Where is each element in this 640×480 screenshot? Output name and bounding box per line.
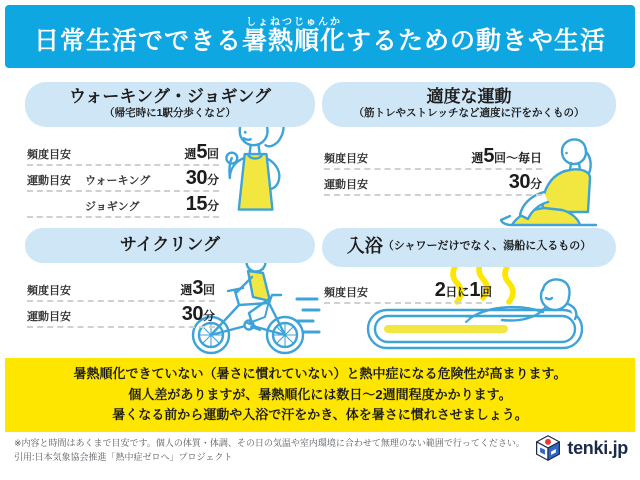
row-value: 30分 <box>185 167 219 189</box>
card-exercise-header <box>322 82 616 127</box>
row-label: 頻度目安 <box>27 285 71 297</box>
row-value: 週5回～毎日 <box>471 145 542 167</box>
table-row <box>324 278 492 304</box>
row-label: 運動目安 <box>324 179 368 191</box>
disclaimer-text: ※内容と時間はあくまで目安です。個人の体質・体調、その日の気温や室内環境に合わせて無理のない範囲で行ってください。 <box>14 438 525 448</box>
page-header <box>5 5 635 68</box>
warning-banner <box>5 358 635 432</box>
row-label: 頻度目安 <box>27 149 71 161</box>
row-value: 週5回 <box>184 141 219 163</box>
card-cycling-header <box>25 228 315 263</box>
table-row <box>27 140 219 166</box>
exercise-guide-table <box>324 144 542 196</box>
cycling-guide-table <box>27 276 215 328</box>
title-ruby <box>241 16 346 55</box>
card-title: 入浴 <box>346 236 383 256</box>
row-label: 運動目安 <box>27 311 71 323</box>
title-ruby-base: 暑熱順化 <box>241 26 346 55</box>
row-label: 頻度目安 <box>324 153 368 165</box>
tenki-jp-logo-text: tenki.jp <box>567 437 628 458</box>
footnotes <box>14 436 525 465</box>
card-subtitle: （シャワーだけでなく、湯船に入るもの） <box>382 239 592 252</box>
card-bathing <box>322 228 616 358</box>
bathing-person-illustration <box>362 258 614 358</box>
card-subtitle: （筋トレやストレッチなど適度に汗をかくもの） <box>353 107 585 120</box>
warning-line-1: 暑熱順化できていない（暑さに慣れていない）と熱中症になる危険性が高まります。 <box>73 365 567 381</box>
bathing-guide-table <box>324 278 492 304</box>
card-title: サイクリング <box>119 235 221 254</box>
card-bathing-header <box>322 228 616 267</box>
citation-text: 引用:日本気象協会推進「熱中症ゼロへ」プロジェクト <box>14 452 233 463</box>
tenki-jp-cube-icon <box>534 434 562 462</box>
row-label: 頻度目安 <box>324 287 368 299</box>
card-moderate-exercise <box>322 82 616 224</box>
tenki-jp-logo <box>534 434 628 462</box>
card-title: ウォーキング・ジョギング <box>69 87 271 106</box>
card-walking-jogging <box>25 82 315 224</box>
row-value: 週3回 <box>180 277 215 299</box>
row-value: 30分 <box>508 171 542 193</box>
title-suffix: するための動きや生活 <box>346 26 607 55</box>
row-sublabel: ジョギング <box>85 201 140 213</box>
card-walking-header <box>25 82 315 127</box>
cards-grid <box>0 68 640 360</box>
title-furigana: しょねつじゅんか <box>241 16 346 28</box>
warning-line-3: 暑くなる前から運動や入浴で汗をかき、体を暑さに慣れさせましょう。 <box>112 407 528 423</box>
row-label: 運動目安 <box>27 175 71 187</box>
table-row <box>27 302 215 328</box>
row-value: 15分 <box>185 193 219 215</box>
row-value: 30分 <box>181 303 215 325</box>
card-cycling <box>25 228 315 358</box>
footer <box>0 432 640 480</box>
title-prefix: 日常生活でできる <box>33 26 242 55</box>
card-subtitle: （帰宅時に1駅分歩くなど） <box>104 107 236 120</box>
table-row <box>27 166 219 192</box>
row-sublabel: ウォーキング <box>85 175 151 187</box>
walking-guide-table <box>27 140 219 218</box>
warning-line-2: 個人差がありますが、暑熱順化には数日～2週間程度かかります。 <box>128 386 512 402</box>
row-value: 2日に1回 <box>434 279 492 301</box>
page-title <box>34 17 606 57</box>
table-row <box>27 276 215 302</box>
table-row <box>324 144 542 170</box>
card-title: 適度な運動 <box>426 87 512 106</box>
table-row <box>324 170 542 196</box>
table-row <box>27 192 219 218</box>
